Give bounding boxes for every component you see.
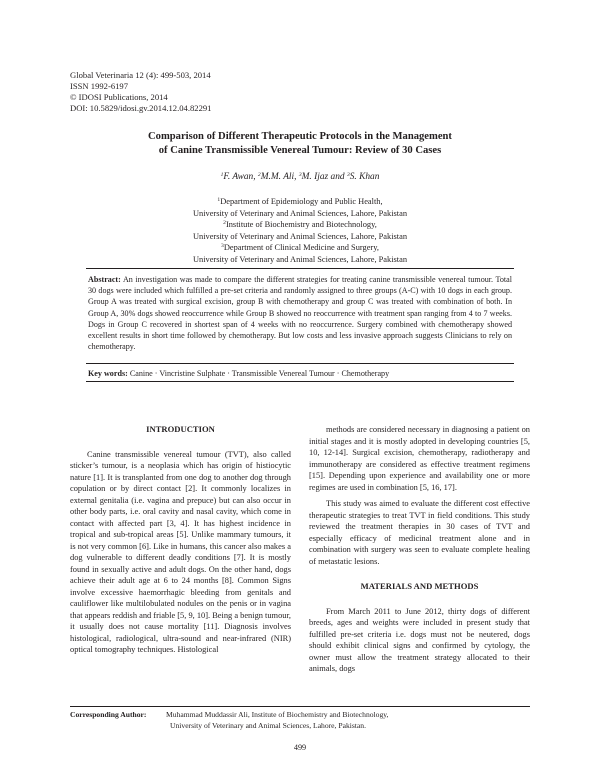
title-line-1: Comparison of Different Therapeutic Protocols in the Management (148, 131, 452, 142)
author-2-sup: 2 (257, 172, 261, 178)
journal-header (70, 70, 211, 114)
author-3: M. Ijaz (301, 172, 329, 182)
affiliation-1-dept (0, 196, 600, 208)
affiliation-1-dept-text: Department of Epidemiology and Public Health, (220, 197, 383, 206)
affiliation-2-dept-text: Institute of Biochemistry and Biotechnology, (225, 220, 377, 230)
paper-title (0, 130, 600, 158)
abstract-top-rule (86, 268, 514, 269)
author-1-sup: 1 (220, 172, 224, 178)
affiliation-1-sup: 1 (217, 197, 221, 203)
keywords (88, 368, 512, 379)
materials-methods-paragraph: From March 2011 to June 2012, thirty dogs of different breeds, ages and weights were included in present study that fulfilled pre-set criteria i.e. dogs must not be neutered, dogs should exhibit clinical signs and confirmed by cytology, the owner must allow the treatment strategy allocated to their animals, dogs (309, 606, 530, 673)
abstract-label: Abstract: (88, 275, 121, 284)
doi: DOI: 10.5829/idosi.gv.2014.12.04.82291 (70, 103, 212, 113)
corresponding-author-name: Muhammad Muddassir Ali, Institute of Biochemistry and Biotechnology, (166, 710, 389, 719)
issn: ISSN 1992-6197 (70, 81, 129, 91)
author-4: S. Khan (349, 172, 380, 182)
author-2: M.M. Ali, (260, 172, 297, 182)
abstract-text: An investigation was made to compare the different strategies for treating canine transmissible venereal tumour. Total 30 dogs were included which fulfilled a pre-set criteria and randomly assigned to three groups (A-C) with 10 dogs in each group. Group A was treated with surgical excision, group B with chemotherapy and group C was treated with combination of both. In Group A, 30% dogs showed reoccurrence while Group B showed no reoccurrence with treatment span ranging from 4 to 7 weeks. Dogs in Group C recovered in shortest span of 4 weeks with no reoccurrence. Surgery combined with chemotherapy showed excellent results in short time followed by chemotherapy. But low costs and less invasive approach suggests Clinicians to rely on chemotherapy. (88, 275, 512, 352)
copyright: © IDOSI Publications, 2014 (70, 92, 168, 102)
affiliation-3-university: University of Veterinary and Animal Sciences, Lahore, Pakistan (192, 254, 408, 264)
title-line-2: of Canine Transmissible Venereal Tumour: Review of 30 Cases (158, 145, 442, 156)
affiliations (0, 196, 600, 266)
corresponding-author-line-1 (70, 710, 388, 721)
author-3-sup: 3 (298, 172, 302, 178)
affiliation-3-dept (0, 242, 600, 254)
journal-citation: Global Veterinaria 12 (4): 499-503, 2014 (70, 70, 211, 80)
author-conjunction: and (330, 172, 345, 182)
affiliation-2-university: University of Veterinary and Animal Sciences, Lahore, Pakistan (192, 231, 408, 241)
corresponding-author-label: Corresponding Author: (70, 710, 147, 719)
affiliation-1-university: University of Veterinary and Animal Sciences, Lahore, Pakistan (192, 208, 408, 218)
left-column (70, 424, 291, 656)
right-column (309, 424, 530, 675)
introduction-paragraph: Canine transmissible venereal tumour (TVT), also called sticker’s tumour, is a neoplasia which has origin of histiocytic nature [1]. It is transplanted from one dog to another dog through copulation or by direct contact [2]. It commonly localizes in external genitalia (i.e. vagina and prepuce) but can also occur in other body parts, i.e. oral cavity and nasal cavity, which come in contact with affected part [3, 4]. It has highest incidence in tropical and sub-tropical areas [5]. Unlike mammary tumours, it is not very common [6]. Like in humans, this cancer also makes a dog vulnerable to different deadly conditions [7]. It is mostly found in sexually active and adult dogs. On the other hand, dogs achieve their adult age at 6 to 24 months [8]. Common Signs involve excessive haemorrhagic bleeding from genitals and cauliflower like multilobulated nodules on the penis or in vagina that appears reddish and friable [5, 9, 10]. Being a benign tumour, it usually does not cause mortality [11]. Diagnosis involves histological, radiological, ultra-sound and near-infrared (NIR) optical tomography techniques. Histological (70, 449, 291, 654)
affiliation-3-sup: 3 (221, 243, 224, 250)
affiliation-2-dept (0, 219, 600, 231)
affiliation-3-dept-text: Department of Clinical Medicine and Surgery, (223, 243, 379, 253)
keywords-text: Canine · Vincristine Sulphate · Transmissible Venereal Tumour · Chemotherapy (129, 369, 390, 378)
introduction-continued: methods are considered necessary in diagnosing a patient on initial stages and it is mostly adopted in developing countries [5, 10, 12-14]. Surgical excision, chemotherapy, radiotherapy and immunotherapy are considered as effective treatment regimens [15]. Depending upon experience and availability one or more regimes are used in combination [5, 16, 17]. (309, 425, 530, 492)
keywords-bottom-rule (86, 381, 514, 382)
corresponding-author-line-2: University of Veterinary and Animal Sciences, Lahore, Pakistan. (170, 720, 366, 730)
keywords-label: Key words: (88, 369, 128, 378)
corresponding-author (70, 710, 388, 731)
author-4-sup: 3 (346, 172, 350, 178)
study-aim-paragraph: This study was aimed to evaluate the different cost effective therapeutic strategies to treat TVT in field conditions. This study reviewed the treatment therapies in 30 cases of TVT and especially efficacy of medicinal treatment alone and in combination with surgery was seen to evaluate complete healing of metastatic lesions. (309, 499, 530, 566)
materials-methods-heading: MATERIALS AND METHODS (360, 581, 479, 591)
page-number: 499 (293, 743, 307, 752)
affiliation-2-sup: 2 (223, 220, 226, 227)
author-1: F. Awan, (223, 172, 256, 182)
author-list (0, 172, 600, 182)
footer-rule (70, 706, 530, 707)
introduction-heading: INTRODUCTION (146, 424, 215, 434)
keywords-top-rule (86, 363, 514, 364)
abstract (88, 274, 512, 352)
